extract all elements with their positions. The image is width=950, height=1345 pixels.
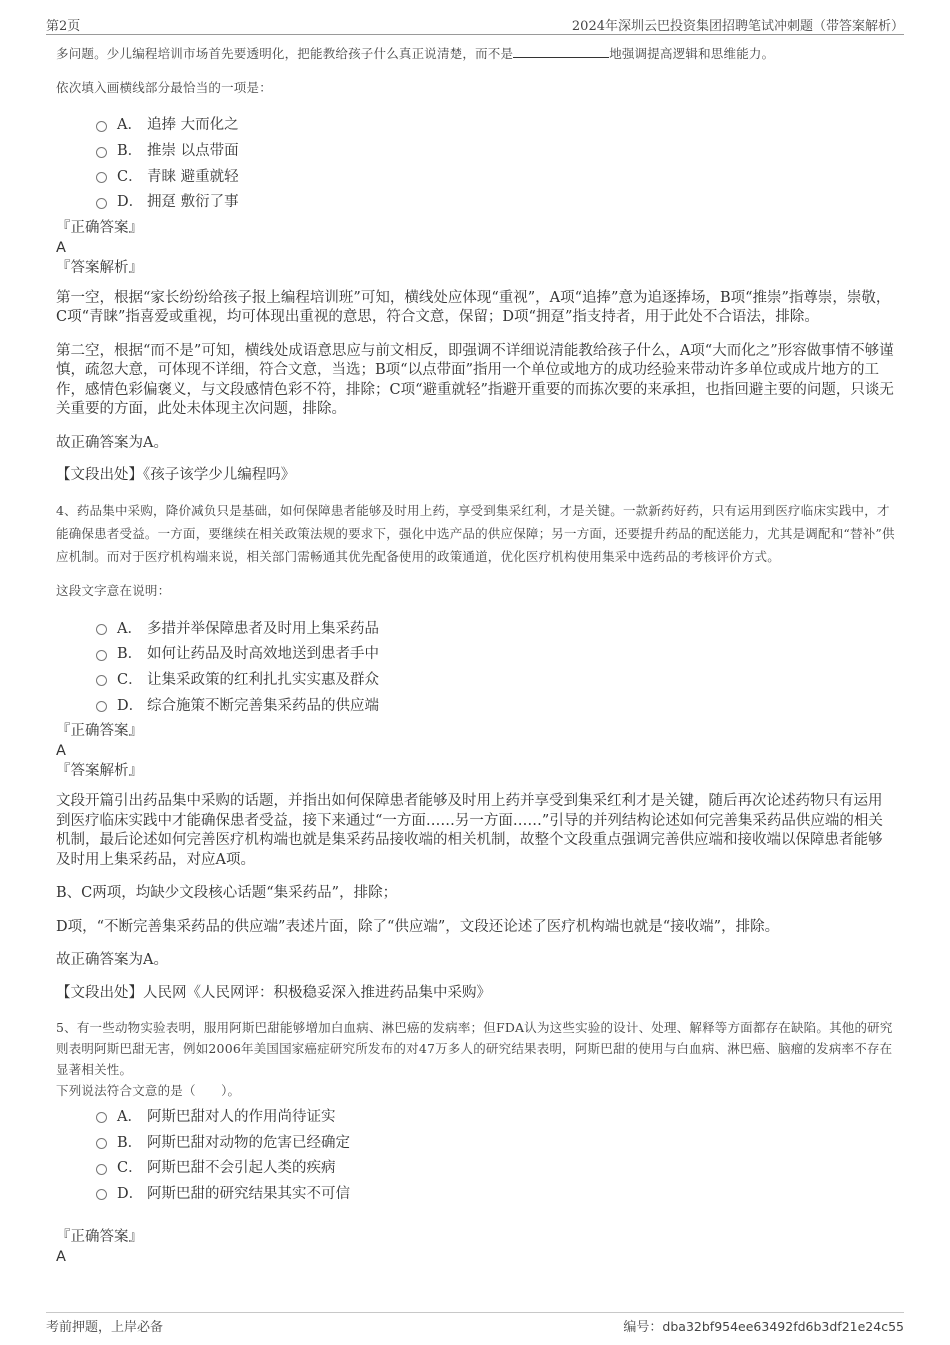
answer-label: 『正确答案』 bbox=[56, 1229, 143, 1246]
page-footer bbox=[46, 1312, 904, 1333]
fill-blank bbox=[513, 44, 609, 58]
option-c[interactable]: C． 青睐 避重就轻 bbox=[96, 162, 896, 188]
answer-label: 『正确答案』 bbox=[56, 723, 143, 739]
answer-value: A bbox=[56, 239, 66, 256]
q3-text-tail: 多问题。少儿编程培训市场首先要透明化，把能教给孩子什么真正说清楚，而不是 地强调提高逻辑和思维能力。 bbox=[56, 46, 775, 61]
option-b[interactable]: B． 如何让药品及时高效地送到患者手中 bbox=[96, 640, 896, 666]
answer-value: A bbox=[56, 1249, 66, 1266]
option-a[interactable]: A． 追捧 大而化之 bbox=[96, 111, 896, 137]
analysis-paragraph: 文段开篇引出药品集中采购的话题，并指出如何保障患者能够及时用上药并享受到集采红利才是关键，随后再次论述药物只有运用到医疗临床实践中才能确保患者受益，接下来通过“一方面……另一方面……”引导的并列结构论述如何完善集采药品供应端的相关机制，最后论述如何完善医疗机构端也就是集采药品接收端的相关机制，故整个文段重点强调完善供应端和接收端以保障患者能够及时用上集采药品，对应A项。 bbox=[56, 793, 883, 868]
analysis-paragraph: B、C两项，均缺少文段核心话题“集采药品”，排除； bbox=[56, 885, 398, 901]
q3-options bbox=[56, 111, 896, 214]
analysis-paragraph: 第二空，根据“而不是”可知，横线处成语意思应与前文相反，即强调不详细说清能教给孩子什么，A项“大而化之”形容做事情不够谨慎，疏忽大意，可体现不详细，符合文意，当选；B项“以点带面”指用一个单位或地方的成功经验来带动许多单位或成片地方的工作，感情色彩偏褒义，与文段感情色彩不符，排除；C项“避重就轻”指避开重要的而拣次要的来承担，也指回避主要的问题，只谈无关重要的方面，此处未体现主次问题，排除。 bbox=[56, 342, 894, 418]
radio-button[interactable] bbox=[96, 1138, 107, 1149]
analysis-conclusion: 故正确答案为A。 bbox=[56, 434, 168, 451]
q3-prompt: 依次填入画横线部分最恰当的一项是： bbox=[56, 80, 272, 95]
radio-button[interactable] bbox=[96, 675, 107, 686]
radio-button[interactable] bbox=[96, 701, 107, 712]
document-title: 2024年深圳云巴投资集团招聘笔试冲刺题（带答案解析） bbox=[571, 19, 904, 34]
radio-button[interactable] bbox=[96, 1189, 107, 1200]
option-c[interactable]: C． 让集采政策的红利扎扎实实惠及群众 bbox=[96, 666, 896, 692]
option-b[interactable]: B． 推崇 以点带面 bbox=[96, 137, 896, 163]
q4-options bbox=[56, 614, 896, 717]
analysis-conclusion: 故正确答案为A。 bbox=[56, 952, 168, 968]
option-a[interactable]: A． 多措并举保障患者及时用上集采药品 bbox=[96, 614, 896, 640]
option-d[interactable]: D． 阿斯巴甜的研究结果其实不可信 bbox=[96, 1180, 896, 1206]
document-code bbox=[623, 1316, 904, 1335]
code-value: dba32bf954ee63492fd6b3df21e24c55 bbox=[662, 1319, 904, 1334]
radio-button[interactable] bbox=[96, 1112, 107, 1123]
footer-slogan: 考前押题，上岸必备 bbox=[46, 1320, 164, 1335]
q5-prompt: 下列说法符合文意的是（ ）。 bbox=[56, 1082, 241, 1098]
answer-label: 『正确答案』 bbox=[56, 219, 143, 236]
radio-button[interactable] bbox=[96, 624, 107, 635]
radio-button[interactable] bbox=[96, 650, 107, 661]
radio-button[interactable] bbox=[96, 147, 107, 158]
analysis-label: 『答案解析』 bbox=[56, 763, 143, 779]
option-c[interactable]: C． 阿斯巴甜不会引起人类的疾病 bbox=[96, 1154, 896, 1180]
answer-value: A bbox=[56, 743, 66, 759]
code-label: 编号： bbox=[623, 1320, 663, 1335]
option-d[interactable]: D． 综合施策不断完善集采药品的供应端 bbox=[96, 691, 896, 717]
source-citation: 【文段出处】人民网《人民网评：积极稳妥深入推进药品集中采购》 bbox=[56, 984, 491, 1001]
q4-text: 4、药品集中采购，降价减负只是基础，如何保障患者能够及时用上药，享受到集采红利，才是关键。一款新药好药，只有运用到医疗临床实践中，才能确保患者受益。一方面，要继续在相关政策法规的要求下，强化中选产品的供应保障；另一方面，还要提升药品的配送能力，尤其是调配和“替补”供应机制。而对于医疗机构端来说，相关部门需畅通其优先配备使用的政策通道，优化医疗机构使用集采中选药品的考核评价方式。 bbox=[56, 503, 895, 565]
q4-prompt: 这段文字意在说明： bbox=[56, 583, 171, 599]
analysis-paragraph: D项，“不断完善集采药品的供应端”表述片面，除了“供应端”，文段还论述了医疗机构端也就是“接收端”，排除。 bbox=[56, 918, 780, 935]
page-header bbox=[46, 12, 904, 35]
radio-button[interactable] bbox=[96, 1164, 107, 1175]
analysis-label: 『答案解析』 bbox=[56, 259, 143, 276]
option-d[interactable]: D． 拥趸 敷衍了事 bbox=[96, 188, 896, 214]
option-a[interactable]: A． 阿斯巴甜对人的作用尚待证实 bbox=[96, 1103, 896, 1129]
source-citation: 【文段出处】《孩子该学少儿编程吗》 bbox=[56, 467, 296, 484]
option-b[interactable]: B． 阿斯巴甜对动物的危害已经确定 bbox=[96, 1128, 896, 1154]
radio-button[interactable] bbox=[96, 121, 107, 132]
analysis-paragraph: 第一空，根据“家长纷纷给孩子报上编程培训班”可知，横线处应体现“重视”，A项“追捧”意为追逐捧场，B项“推崇”指尊崇，崇敬，C项“青睐”指喜爱或重视，均可体现出重视的意思，符合文意，保留；D项“拥趸”指支持者，用于此处不合语法，排除。 bbox=[56, 289, 891, 326]
q5-text: 5、有一些动物实验表明，服用阿斯巴甜能够增加白血病、淋巴癌的发病率；但FDA认为这些实验的设计、处理、解释等方面都存在缺陷。其他的研究则表明阿斯巴甜无害，例如2006年美国国家癌症研究所发布的对47万多人的研究结果表明，阿斯巴甜的使用与白血病、淋巴癌、脑瘤的发病率不存在显著相关性。 bbox=[56, 1019, 893, 1077]
radio-button[interactable] bbox=[96, 172, 107, 183]
radio-button[interactable] bbox=[96, 198, 107, 209]
q5-options bbox=[56, 1103, 896, 1206]
document-body bbox=[56, 40, 896, 1267]
page-number: 第2页 bbox=[46, 19, 81, 34]
